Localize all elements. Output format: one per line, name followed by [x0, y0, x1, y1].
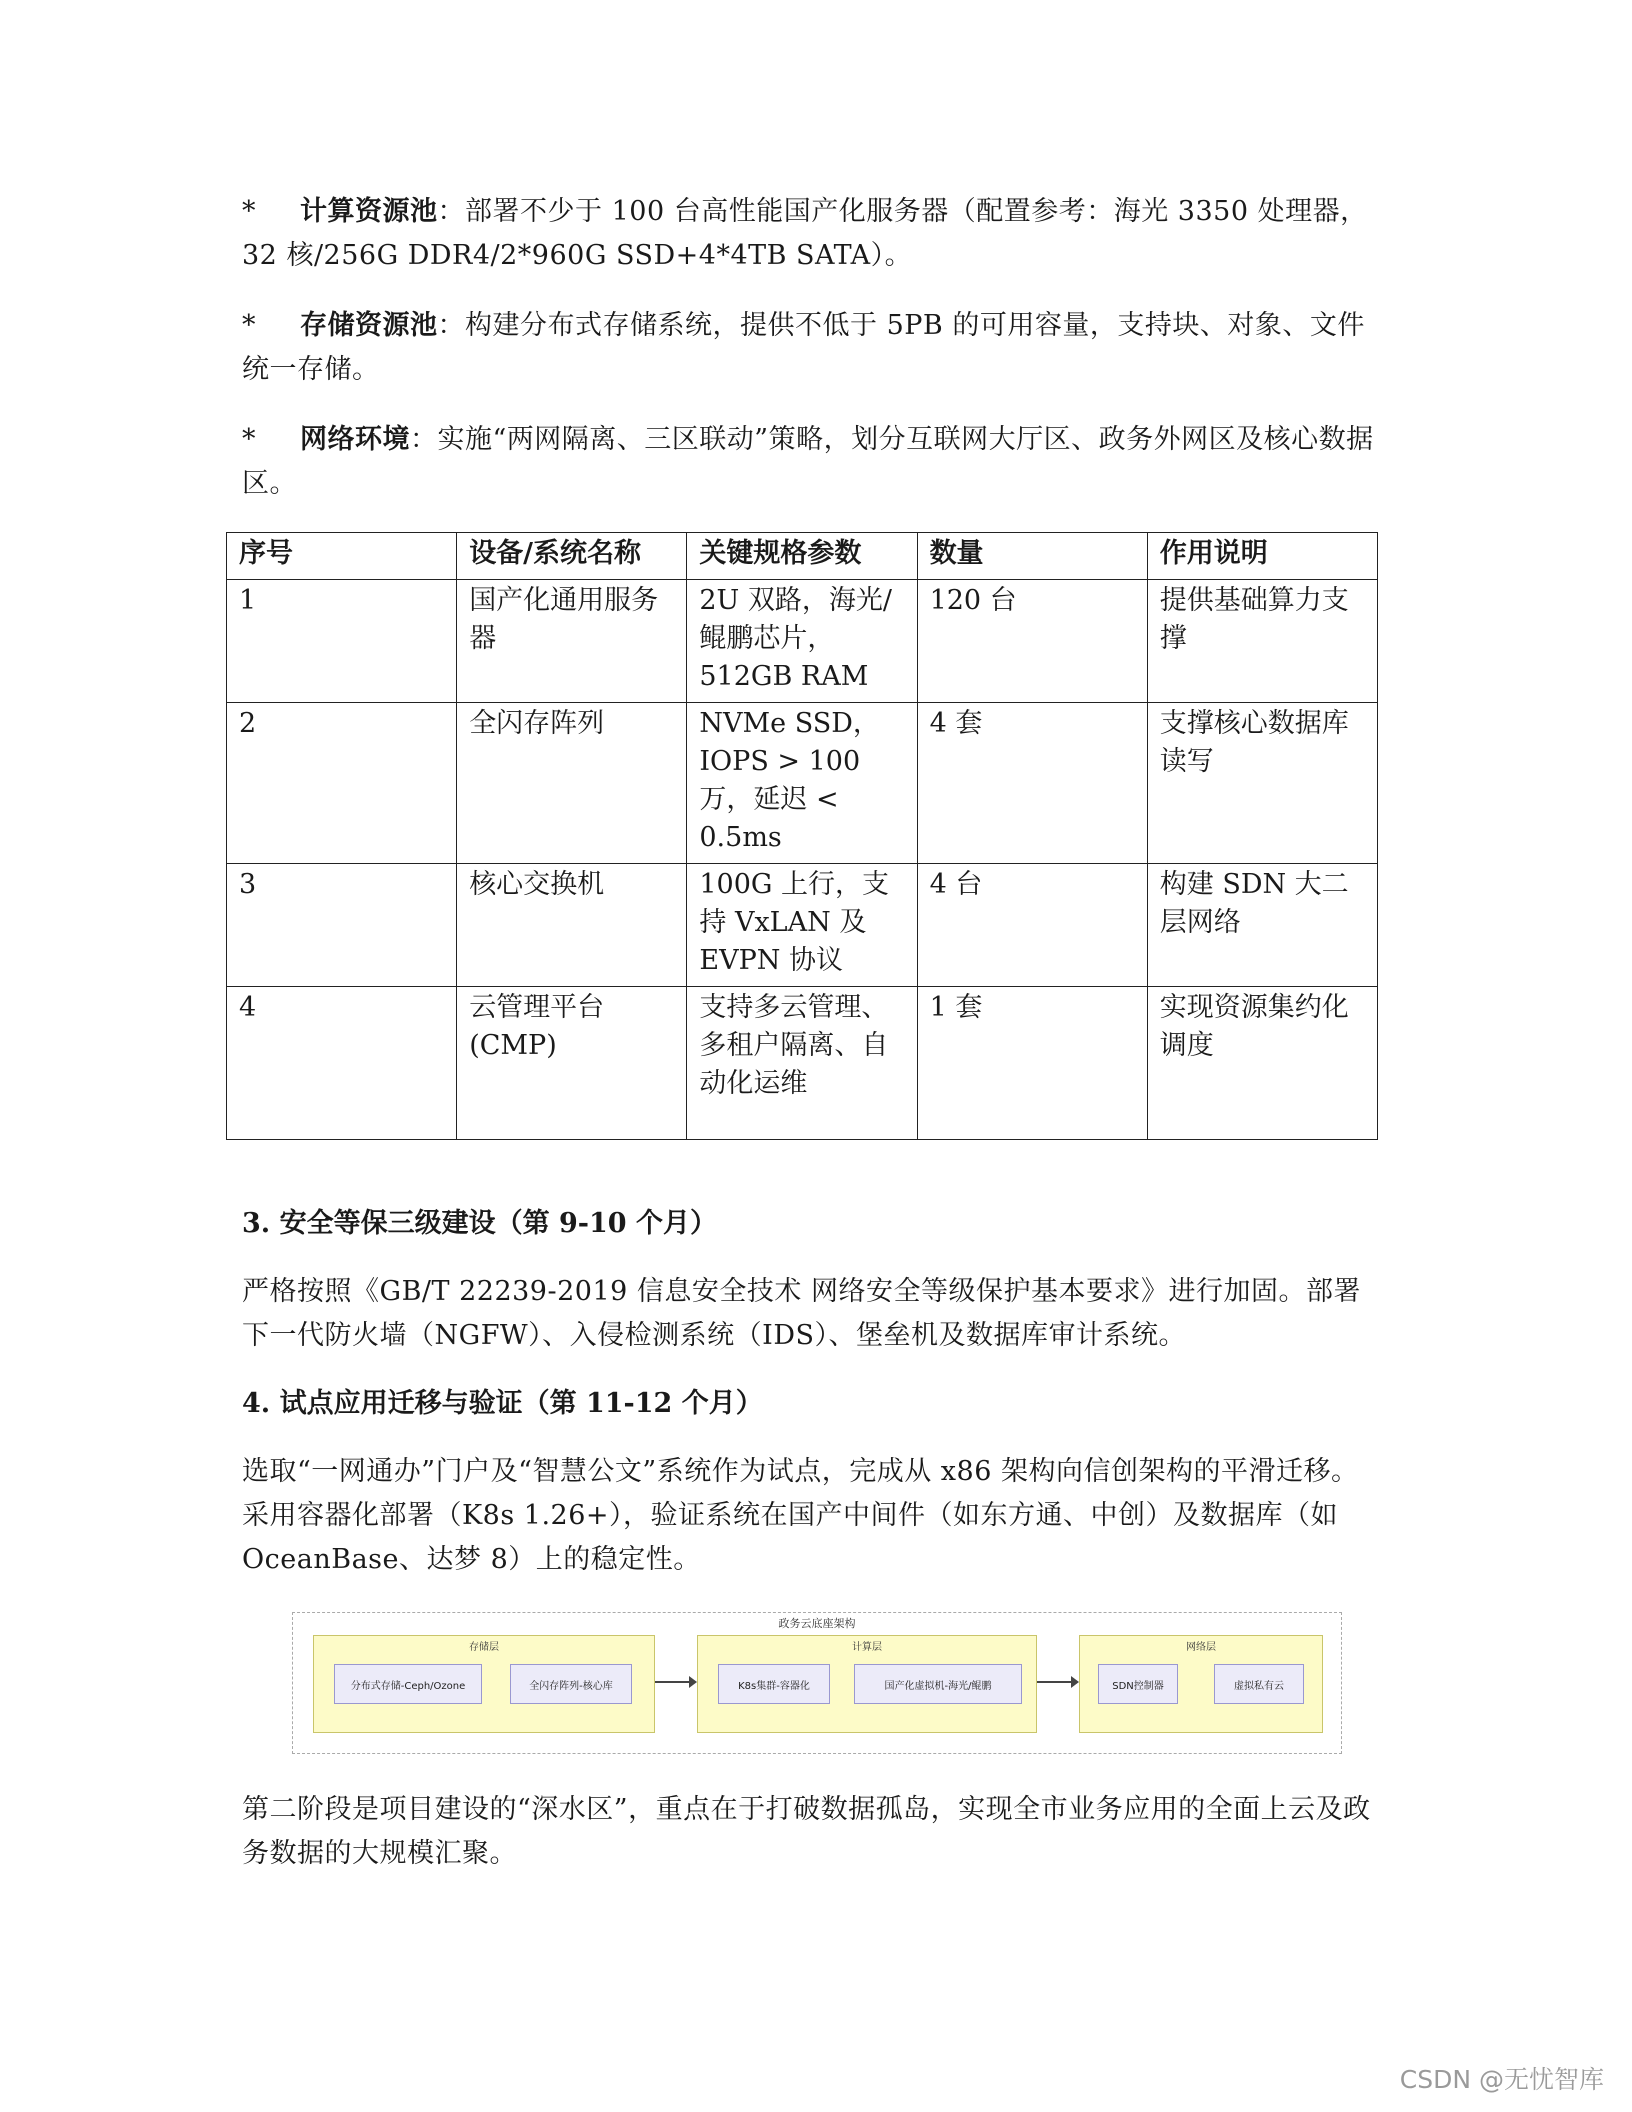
table-row — [227, 580, 1378, 703]
equipment-table — [226, 532, 1378, 1140]
table-cell: 全闪存阵列 — [457, 703, 687, 864]
bullet-title: 存储资源池 — [300, 310, 438, 341]
table-cell: 提供基础算力支撑 — [1147, 580, 1377, 703]
closing-paragraph: 第二阶段是项目建设的“深水区”，重点在于打破数据孤岛，实现全市业务应用的全面上云及政务数据的大规模汇聚。 — [242, 1794, 1371, 1869]
document-body — [239, 190, 1384, 1902]
bullet-title: 计算资源池 — [300, 196, 438, 227]
diagram-node: SDN控制器 — [1098, 1664, 1178, 1704]
diagram-node: 国产化虚拟机-海光/鲲鹏 — [854, 1664, 1022, 1704]
table-row — [227, 864, 1378, 987]
layer-label: 网络层 — [1186, 1642, 1216, 1653]
bullet-text: ：部署不少于 100 台高性能国产化服务器（配置参考：海光 3350 处理器，32 核/256G DDR4/2*960G SSD+4*4TB SATA）。 — [242, 196, 1368, 271]
table-header-cell: 关键规格参数 — [687, 533, 917, 580]
flow-arrow — [1037, 1681, 1077, 1683]
table-header-cell: 作用说明 — [1147, 533, 1377, 580]
bullet-network — [242, 418, 1384, 506]
flow-arrow — [655, 1681, 695, 1683]
layer-label: 存储层 — [469, 1642, 499, 1653]
bullet-text: ：构建分布式存储系统，提供不低于 5PB 的可用容量，支持块、对象、文件统一存储。 — [242, 310, 1365, 385]
bullet-mark: * — [242, 424, 256, 455]
layer-label: 计算层 — [852, 1642, 882, 1653]
diagram-node: 虚拟私有云 — [1214, 1664, 1304, 1704]
diagram-node: 全闪存阵列-核心库 — [510, 1664, 632, 1704]
table-cell: 4 — [227, 987, 457, 1140]
diagram-title: 政务云底座架构 — [778, 1617, 856, 1630]
table-cell: 支撑核心数据库读写 — [1147, 703, 1377, 864]
diagram-node: 分布式存储-Ceph/Ozone — [334, 1664, 482, 1704]
bullet-storage — [242, 304, 1384, 392]
table-row — [227, 703, 1378, 864]
bullet-mark: * — [242, 310, 256, 341]
table-cell: 1 — [227, 580, 457, 703]
table-cell: 国产化通用服务器 — [457, 580, 687, 703]
table-cell: 支持多云管理、多租户隔离、自动化运维 — [687, 987, 917, 1140]
table-cell: 120 台 — [917, 580, 1147, 703]
table-cell: 4 套 — [917, 703, 1147, 864]
csdn-watermark: CSDN @无忧智库 — [1399, 2065, 1604, 2094]
section-3-heading: 3. 安全等保三级建设（第 9-10 个月） — [242, 1208, 717, 1239]
table-cell: 3 — [227, 864, 457, 987]
table-header-cell: 设备/系统名称 — [457, 533, 687, 580]
architecture-diagram — [292, 1612, 1342, 1754]
network-layer — [1079, 1635, 1323, 1733]
bullet-compute — [242, 190, 1384, 278]
table-cell: 2 — [227, 703, 457, 864]
bullet-text: ：实施“两网隔离、三区联动”策略，划分互联网大厅区、政务外网区及核心数据区。 — [242, 424, 1374, 499]
table-cell: 核心交换机 — [457, 864, 687, 987]
table-cell: 4 台 — [917, 864, 1147, 987]
table-cell: 云管理平台 (CMP) — [457, 987, 687, 1140]
diagram-node: K8s集群-容器化 — [718, 1664, 830, 1704]
table-row — [227, 987, 1378, 1140]
section-3-body: 严格按照《GB/T 22239-2019 信息安全技术 网络安全等级保护基本要求》进行加固。部署下一代防火墙（NGFW）、入侵检测系统（IDS）、堡垒机及数据库审计系统。 — [242, 1276, 1361, 1351]
table-cell: 实现资源集约化调度 — [1147, 987, 1377, 1140]
bullet-mark: * — [242, 196, 256, 227]
table-cell: NVMe SSD，IOPS > 100 万，延迟 < 0.5ms — [687, 703, 917, 864]
table-cell: 2U 双路，海光/鲲鹏芯片，512GB RAM — [687, 580, 917, 703]
compute-layer — [697, 1635, 1037, 1733]
table-cell: 构建 SDN 大二层网络 — [1147, 864, 1377, 987]
table-cell: 100G 上行，支持 VxLAN 及 EVPN 协议 — [687, 864, 917, 987]
section-4-heading: 4. 试点应用迁移与验证（第 11-12 个月） — [242, 1388, 763, 1419]
table-header-row — [227, 533, 1378, 580]
table-header-cell: 数量 — [917, 533, 1147, 580]
storage-layer — [313, 1635, 655, 1733]
table-header-cell: 序号 — [227, 533, 457, 580]
bullet-title: 网络环境 — [300, 424, 410, 455]
section-4-body: 选取“一网通办”门户及“智慧公文”系统作为试点，完成从 x86 架构向信创架构的平滑迁移。采用容器化部署（K8s 1.26+），验证系统在国产中间件（如东方通、中创）及数据库（如 OceanBase、达梦 8）上的稳定性。 — [242, 1456, 1359, 1575]
table-cell: 1 套 — [917, 987, 1147, 1140]
